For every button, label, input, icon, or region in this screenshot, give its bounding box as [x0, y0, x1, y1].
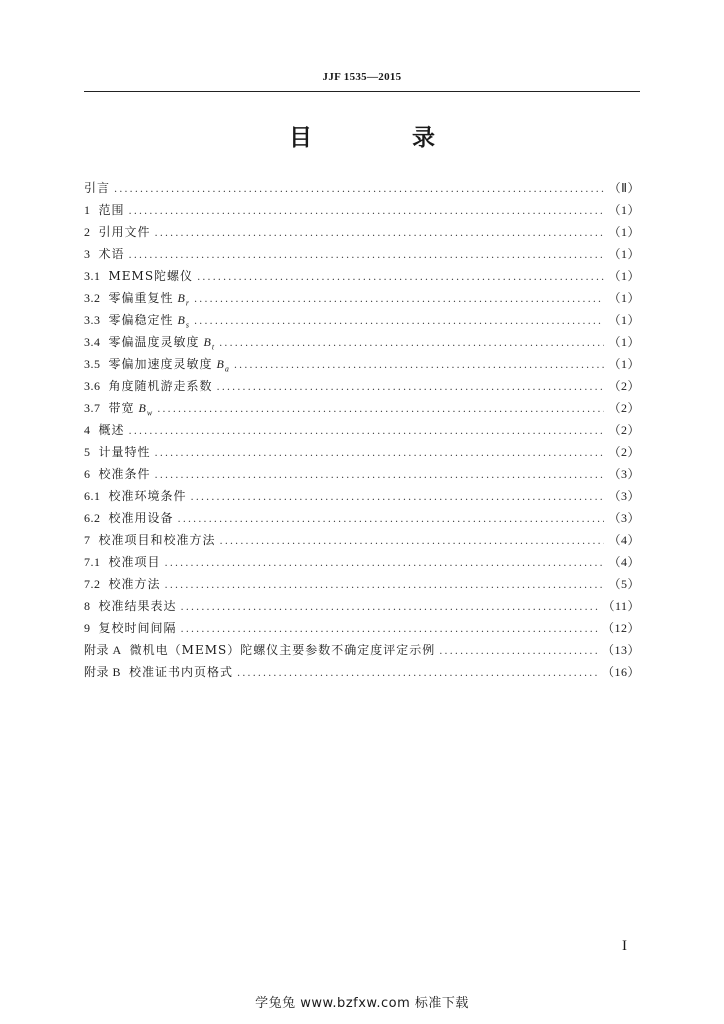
toc-entry[interactable]: [84, 529, 640, 551]
toc-entry-title: 校准条件: [98, 467, 151, 481]
toc-dot-leader: [155, 223, 605, 245]
toc-dot-leader: [155, 465, 605, 487]
toc-entry[interactable]: [84, 309, 640, 331]
toc-entry[interactable]: [84, 551, 640, 573]
toc-entry-number: 8: [84, 599, 91, 613]
toc-entry-title: 校准项目: [108, 555, 161, 569]
toc-entry[interactable]: [84, 397, 640, 419]
header-rule: [84, 91, 640, 92]
toc-dot-leader: [194, 311, 605, 333]
toc-entry-number: 3.1: [84, 269, 101, 283]
toc-entry-title: 带宽: [108, 401, 135, 415]
toc-dot-leader: [114, 179, 605, 201]
toc-entry-page: （2）: [608, 445, 640, 459]
page-number: I: [622, 938, 627, 954]
toc-entry-page: （2）: [608, 401, 640, 415]
toc-entry-number: 5: [84, 445, 91, 459]
toc-dot-leader: [439, 641, 598, 663]
toc-entry-symbol-base: B: [138, 401, 147, 415]
toc-dot-leader: [157, 399, 604, 421]
toc-entry-number: 3.7: [84, 401, 101, 415]
toc-entry-title: 角度随机游走系数: [108, 379, 213, 393]
toc-entry-page: （1）: [608, 203, 640, 217]
toc-entry-page: （1）: [608, 225, 640, 239]
footer-watermark: 学兔兔 www.bzfxw.com 标准下载: [255, 996, 469, 1011]
toc-entry-page: （5）: [608, 577, 640, 591]
toc-entry-title: 校准方法: [108, 577, 161, 591]
toc-entry-number: 7.2: [84, 577, 101, 591]
toc-dot-leader: [181, 597, 599, 619]
toc-entry[interactable]: [84, 243, 640, 265]
toc-entry-number: 附录 B: [84, 665, 122, 679]
toc-entry-page: （1）: [608, 313, 640, 327]
toc-entry-title: 校准项目和校准方法: [98, 533, 216, 547]
toc-entry-number: 3.5: [84, 357, 101, 371]
toc-entry-page: （3）: [608, 467, 640, 481]
toc-entry[interactable]: [84, 331, 640, 353]
toc-dot-leader: [155, 443, 605, 465]
toc-entry-number: 6: [84, 467, 91, 481]
toc-entry-page: （12）: [601, 621, 640, 635]
toc-entry-title: 校准结果表达: [98, 599, 177, 613]
toc-entry-number: 6.1: [84, 489, 101, 503]
toc-entry-symbol-subscript: w: [146, 408, 154, 418]
toc-entry-number: 3: [84, 247, 91, 261]
toc-entry-page: （Ⅱ）: [608, 181, 640, 195]
toc-entry-title: 校准环境条件: [108, 489, 187, 503]
toc-entry-title: 零偏加速度灵敏度: [108, 357, 213, 371]
toc-entry[interactable]: [84, 353, 640, 375]
toc-dot-leader: [178, 509, 605, 531]
toc-entry[interactable]: [84, 661, 640, 683]
toc-dot-leader: [191, 487, 605, 509]
toc-entry-symbol-subscript: t: [211, 342, 216, 352]
toc-entry[interactable]: [84, 463, 640, 485]
toc-dot-leader: [217, 377, 605, 399]
toc-entry-symbol-base: B: [216, 357, 225, 371]
toc-entry-symbol-subscript: r: [185, 298, 190, 308]
toc-dot-leader: [129, 201, 605, 223]
toc-entry-title: 引用文件: [98, 225, 151, 239]
toc-entry-number: 4: [84, 423, 91, 437]
toc-entry[interactable]: [84, 177, 640, 199]
toc-entry-page: （1）: [608, 269, 640, 283]
toc-dot-leader: [197, 267, 604, 289]
page-title: 目 录: [288, 125, 481, 151]
toc-dot-leader: [129, 245, 605, 267]
toc-entry-page: （4）: [608, 555, 640, 569]
toc-dot-leader: [234, 355, 605, 377]
toc-entry-page: （11）: [602, 599, 640, 613]
toc-dot-leader: [181, 619, 598, 641]
toc-entry-page: （1）: [608, 357, 640, 371]
toc-entry[interactable]: [84, 441, 640, 463]
toc-entry[interactable]: [84, 595, 640, 617]
toc-entry-title: 引言: [84, 181, 111, 195]
toc-entry-symbol-base: B: [177, 291, 186, 305]
toc-entry[interactable]: [84, 419, 640, 441]
toc-entry-page: （1）: [608, 247, 640, 261]
toc-entry-title: 校准用设备: [108, 511, 174, 525]
toc-entry[interactable]: [84, 485, 640, 507]
table-of-contents: [84, 177, 640, 683]
toc-entry[interactable]: [84, 639, 640, 661]
toc-entry-number: 附录 A: [84, 643, 122, 657]
toc-entry-page: （1）: [608, 291, 640, 305]
toc-entry[interactable]: [84, 375, 640, 397]
toc-entry[interactable]: [84, 617, 640, 639]
toc-entry-title: 零偏重复性: [108, 291, 174, 305]
toc-entry-symbol-base: B: [203, 335, 212, 349]
toc-entry-page: （4）: [608, 533, 640, 547]
toc-dot-leader: [129, 421, 605, 443]
toc-entry[interactable]: [84, 221, 640, 243]
toc-entry-page: （16）: [601, 665, 640, 679]
toc-entry-page: （3）: [608, 511, 640, 525]
toc-dot-leader: [219, 333, 604, 355]
toc-entry-number: 3.6: [84, 379, 101, 393]
toc-entry-title: 微机电（MEMS）陀螺仪主要参数不确定度评定示例: [129, 643, 436, 657]
toc-entry-title: 计量特性: [98, 445, 151, 459]
toc-entry-title: 校准证书内页格式: [129, 665, 234, 679]
toc-entry-page: （2）: [608, 423, 640, 437]
toc-entry-symbol-subscript: a: [224, 364, 230, 374]
toc-entry[interactable]: [84, 507, 640, 529]
toc-entry-number: 2: [84, 225, 91, 239]
toc-entry[interactable]: [84, 265, 640, 287]
toc-entry-title: MEMS陀螺仪: [108, 269, 194, 283]
toc-entry[interactable]: [84, 287, 640, 309]
document-header-code: JJF 1535—2015: [322, 71, 402, 83]
toc-entry-number: 3.3: [84, 313, 101, 327]
toc-dot-leader: [194, 289, 605, 311]
toc-entry-number: 3.2: [84, 291, 101, 305]
toc-entry-number: 7: [84, 533, 91, 547]
toc-entry-symbol-base: B: [177, 313, 186, 327]
toc-entry-number: 3.4: [84, 335, 101, 349]
toc-entry-title: 术语: [98, 247, 125, 261]
toc-entry-page: （2）: [608, 379, 640, 393]
toc-entry-title: 零偏温度灵敏度: [108, 335, 200, 349]
toc-entry[interactable]: [84, 573, 640, 595]
toc-dot-leader: [165, 575, 605, 597]
toc-entry-page: （3）: [608, 489, 640, 503]
toc-entry[interactable]: [84, 199, 640, 221]
toc-entry-number: 1: [84, 203, 91, 217]
toc-entry-title: 复校时间间隔: [98, 621, 177, 635]
toc-dot-leader: [220, 531, 605, 553]
toc-entry-title: 零偏稳定性: [108, 313, 174, 327]
toc-dot-leader: [237, 663, 598, 685]
toc-entry-number: 6.2: [84, 511, 101, 525]
toc-entry-page: （13）: [601, 643, 640, 657]
toc-entry-number: 9: [84, 621, 91, 635]
toc-dot-leader: [165, 553, 605, 575]
toc-entry-page: （1）: [608, 335, 640, 349]
toc-entry-title: 概述: [98, 423, 125, 437]
toc-entry-symbol-subscript: s: [185, 320, 190, 330]
toc-entry-number: 7.1: [84, 555, 101, 569]
toc-entry-title: 范围: [98, 203, 125, 217]
